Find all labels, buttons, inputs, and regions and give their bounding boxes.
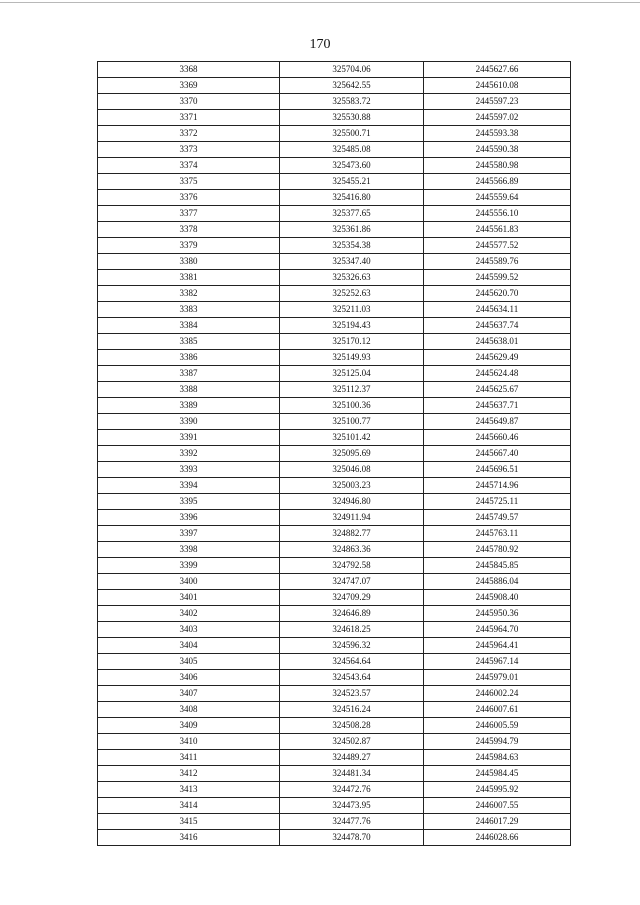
table-row bbox=[98, 190, 571, 206]
y-coordinate-cell: 2445561.83 bbox=[424, 222, 571, 238]
table-row bbox=[98, 446, 571, 462]
x-coordinate-cell: 324477.76 bbox=[280, 814, 424, 830]
table-row bbox=[98, 494, 571, 510]
x-coordinate-cell: 325100.36 bbox=[280, 398, 424, 414]
x-coordinate-cell: 324502.87 bbox=[280, 734, 424, 750]
point-number-cell: 3405 bbox=[98, 654, 280, 670]
table-row bbox=[98, 542, 571, 558]
point-number-cell: 3401 bbox=[98, 590, 280, 606]
table-row bbox=[98, 798, 571, 814]
x-coordinate-cell: 325473.60 bbox=[280, 158, 424, 174]
table-row bbox=[98, 286, 571, 302]
y-coordinate-cell: 2445780.92 bbox=[424, 542, 571, 558]
table-row bbox=[98, 414, 571, 430]
table-row bbox=[98, 238, 571, 254]
x-coordinate-cell: 325361.86 bbox=[280, 222, 424, 238]
x-coordinate-cell: 325252.63 bbox=[280, 286, 424, 302]
point-number-cell: 3383 bbox=[98, 302, 280, 318]
x-coordinate-cell: 324523.57 bbox=[280, 686, 424, 702]
x-coordinate-cell: 325101.42 bbox=[280, 430, 424, 446]
x-coordinate-cell: 325530.88 bbox=[280, 110, 424, 126]
point-number-cell: 3368 bbox=[98, 62, 280, 78]
table-row bbox=[98, 94, 571, 110]
x-coordinate-cell: 325416.80 bbox=[280, 190, 424, 206]
y-coordinate-cell: 2446007.61 bbox=[424, 702, 571, 718]
table-row bbox=[98, 814, 571, 830]
point-number-cell: 3381 bbox=[98, 270, 280, 286]
point-number-cell: 3411 bbox=[98, 750, 280, 766]
y-coordinate-cell: 2445634.11 bbox=[424, 302, 571, 318]
table-row bbox=[98, 718, 571, 734]
y-coordinate-cell: 2445637.71 bbox=[424, 398, 571, 414]
table-row bbox=[98, 686, 571, 702]
point-number-cell: 3372 bbox=[98, 126, 280, 142]
table-row bbox=[98, 558, 571, 574]
x-coordinate-cell: 324747.07 bbox=[280, 574, 424, 590]
y-coordinate-cell: 2445566.89 bbox=[424, 174, 571, 190]
point-number-cell: 3399 bbox=[98, 558, 280, 574]
point-number-cell: 3388 bbox=[98, 382, 280, 398]
point-number-cell: 3403 bbox=[98, 622, 280, 638]
x-coordinate-cell: 324596.32 bbox=[280, 638, 424, 654]
x-coordinate-cell: 324709.29 bbox=[280, 590, 424, 606]
y-coordinate-cell: 2445845.85 bbox=[424, 558, 571, 574]
point-number-cell: 3395 bbox=[98, 494, 280, 510]
point-number-cell: 3379 bbox=[98, 238, 280, 254]
x-coordinate-cell: 325194.43 bbox=[280, 318, 424, 334]
y-coordinate-cell: 2445637.74 bbox=[424, 318, 571, 334]
table-row bbox=[98, 782, 571, 798]
y-coordinate-cell: 2445967.14 bbox=[424, 654, 571, 670]
table-row bbox=[98, 606, 571, 622]
table-row bbox=[98, 574, 571, 590]
y-coordinate-cell: 2445638.01 bbox=[424, 334, 571, 350]
point-number-cell: 3415 bbox=[98, 814, 280, 830]
x-coordinate-cell: 324646.89 bbox=[280, 606, 424, 622]
point-number-cell: 3385 bbox=[98, 334, 280, 350]
x-coordinate-cell: 325642.55 bbox=[280, 78, 424, 94]
x-coordinate-cell: 325326.63 bbox=[280, 270, 424, 286]
y-coordinate-cell: 2445950.36 bbox=[424, 606, 571, 622]
table-row bbox=[98, 222, 571, 238]
x-coordinate-cell: 325100.77 bbox=[280, 414, 424, 430]
point-number-cell: 3396 bbox=[98, 510, 280, 526]
x-coordinate-cell: 325211.03 bbox=[280, 302, 424, 318]
x-coordinate-cell: 325112.37 bbox=[280, 382, 424, 398]
y-coordinate-cell: 2445580.98 bbox=[424, 158, 571, 174]
y-coordinate-cell: 2445649.87 bbox=[424, 414, 571, 430]
point-number-cell: 3406 bbox=[98, 670, 280, 686]
point-number-cell: 3407 bbox=[98, 686, 280, 702]
y-coordinate-cell: 2445629.49 bbox=[424, 350, 571, 366]
table-row bbox=[98, 142, 571, 158]
y-coordinate-cell: 2445589.76 bbox=[424, 254, 571, 270]
table-row bbox=[98, 110, 571, 126]
y-coordinate-cell: 2445610.08 bbox=[424, 78, 571, 94]
x-coordinate-cell: 325354.38 bbox=[280, 238, 424, 254]
x-coordinate-cell: 324508.28 bbox=[280, 718, 424, 734]
table-row bbox=[98, 638, 571, 654]
point-number-cell: 3408 bbox=[98, 702, 280, 718]
y-coordinate-cell: 2446017.29 bbox=[424, 814, 571, 830]
x-coordinate-cell: 324472.76 bbox=[280, 782, 424, 798]
table-row bbox=[98, 670, 571, 686]
table-row bbox=[98, 590, 571, 606]
y-coordinate-cell: 2445556.10 bbox=[424, 206, 571, 222]
x-coordinate-cell: 325704.06 bbox=[280, 62, 424, 78]
x-coordinate-cell: 324911.94 bbox=[280, 510, 424, 526]
table-row bbox=[98, 734, 571, 750]
x-coordinate-cell: 324564.64 bbox=[280, 654, 424, 670]
y-coordinate-cell: 2445964.70 bbox=[424, 622, 571, 638]
y-coordinate-cell: 2445886.04 bbox=[424, 574, 571, 590]
x-coordinate-cell: 325149.93 bbox=[280, 350, 424, 366]
point-number-cell: 3371 bbox=[98, 110, 280, 126]
y-coordinate-cell: 2445714.96 bbox=[424, 478, 571, 494]
y-coordinate-cell: 2446005.59 bbox=[424, 718, 571, 734]
y-coordinate-cell: 2446028.66 bbox=[424, 830, 571, 846]
y-coordinate-cell: 2445979.01 bbox=[424, 670, 571, 686]
y-coordinate-cell: 2445597.02 bbox=[424, 110, 571, 126]
y-coordinate-cell: 2445763.11 bbox=[424, 526, 571, 542]
x-coordinate-cell: 325485.08 bbox=[280, 142, 424, 158]
y-coordinate-cell: 2445667.40 bbox=[424, 446, 571, 462]
table-row bbox=[98, 398, 571, 414]
y-coordinate-cell: 2445577.52 bbox=[424, 238, 571, 254]
x-coordinate-cell: 325003.23 bbox=[280, 478, 424, 494]
x-coordinate-cell: 325095.69 bbox=[280, 446, 424, 462]
point-number-cell: 3376 bbox=[98, 190, 280, 206]
y-coordinate-cell: 2445984.63 bbox=[424, 750, 571, 766]
point-number-cell: 3410 bbox=[98, 734, 280, 750]
coordinate-table-body bbox=[98, 62, 571, 846]
x-coordinate-cell: 324543.64 bbox=[280, 670, 424, 686]
point-number-cell: 3397 bbox=[98, 526, 280, 542]
x-coordinate-cell: 324863.36 bbox=[280, 542, 424, 558]
table-row bbox=[98, 478, 571, 494]
point-number-cell: 3389 bbox=[98, 398, 280, 414]
y-coordinate-cell: 2445749.57 bbox=[424, 510, 571, 526]
table-row bbox=[98, 302, 571, 318]
x-coordinate-cell: 324473.95 bbox=[280, 798, 424, 814]
point-number-cell: 3391 bbox=[98, 430, 280, 446]
table-row bbox=[98, 254, 571, 270]
point-number-cell: 3394 bbox=[98, 478, 280, 494]
x-coordinate-cell: 325377.65 bbox=[280, 206, 424, 222]
table-row bbox=[98, 334, 571, 350]
y-coordinate-cell: 2445624.48 bbox=[424, 366, 571, 382]
point-number-cell: 3380 bbox=[98, 254, 280, 270]
x-coordinate-cell: 324481.34 bbox=[280, 766, 424, 782]
table-row bbox=[98, 62, 571, 78]
point-number-cell: 3387 bbox=[98, 366, 280, 382]
x-coordinate-cell: 324882.77 bbox=[280, 526, 424, 542]
point-number-cell: 3400 bbox=[98, 574, 280, 590]
point-number-cell: 3409 bbox=[98, 718, 280, 734]
table-row bbox=[98, 350, 571, 366]
table-row bbox=[98, 654, 571, 670]
table-row bbox=[98, 174, 571, 190]
point-number-cell: 3398 bbox=[98, 542, 280, 558]
point-number-cell: 3393 bbox=[98, 462, 280, 478]
point-number-cell: 3413 bbox=[98, 782, 280, 798]
point-number-cell: 3414 bbox=[98, 798, 280, 814]
point-number-cell: 3375 bbox=[98, 174, 280, 190]
y-coordinate-cell: 2446007.55 bbox=[424, 798, 571, 814]
point-number-cell: 3402 bbox=[98, 606, 280, 622]
y-coordinate-cell: 2445597.23 bbox=[424, 94, 571, 110]
table-row bbox=[98, 382, 571, 398]
table-row bbox=[98, 158, 571, 174]
x-coordinate-cell: 324489.27 bbox=[280, 750, 424, 766]
point-number-cell: 3377 bbox=[98, 206, 280, 222]
point-number-cell: 3384 bbox=[98, 318, 280, 334]
y-coordinate-cell: 2445696.51 bbox=[424, 462, 571, 478]
x-coordinate-cell: 325583.72 bbox=[280, 94, 424, 110]
point-number-cell: 3369 bbox=[98, 78, 280, 94]
table-row bbox=[98, 622, 571, 638]
table-row bbox=[98, 366, 571, 382]
x-coordinate-cell: 325125.04 bbox=[280, 366, 424, 382]
y-coordinate-cell: 2446002.24 bbox=[424, 686, 571, 702]
table-row bbox=[98, 766, 571, 782]
x-coordinate-cell: 324792.58 bbox=[280, 558, 424, 574]
x-coordinate-cell: 325170.12 bbox=[280, 334, 424, 350]
y-coordinate-cell: 2445599.52 bbox=[424, 270, 571, 286]
table-row bbox=[98, 702, 571, 718]
point-number-cell: 3374 bbox=[98, 158, 280, 174]
point-number-cell: 3404 bbox=[98, 638, 280, 654]
y-coordinate-cell: 2445625.67 bbox=[424, 382, 571, 398]
table-row bbox=[98, 830, 571, 846]
table-row bbox=[98, 270, 571, 286]
table-row bbox=[98, 318, 571, 334]
y-coordinate-cell: 2445620.70 bbox=[424, 286, 571, 302]
point-number-cell: 3412 bbox=[98, 766, 280, 782]
coordinate-table bbox=[97, 61, 571, 846]
point-number-cell: 3373 bbox=[98, 142, 280, 158]
y-coordinate-cell: 2445908.40 bbox=[424, 590, 571, 606]
y-coordinate-cell: 2445725.11 bbox=[424, 494, 571, 510]
y-coordinate-cell: 2445590.38 bbox=[424, 142, 571, 158]
table-row bbox=[98, 430, 571, 446]
y-coordinate-cell: 2445593.38 bbox=[424, 126, 571, 142]
point-number-cell: 3378 bbox=[98, 222, 280, 238]
table-row bbox=[98, 526, 571, 542]
top-edge-rule bbox=[0, 2, 640, 3]
x-coordinate-cell: 324618.25 bbox=[280, 622, 424, 638]
table-row bbox=[98, 206, 571, 222]
x-coordinate-cell: 324516.24 bbox=[280, 702, 424, 718]
x-coordinate-cell: 325455.21 bbox=[280, 174, 424, 190]
table-row bbox=[98, 750, 571, 766]
point-number-cell: 3390 bbox=[98, 414, 280, 430]
y-coordinate-cell: 2445964.41 bbox=[424, 638, 571, 654]
table-row bbox=[98, 78, 571, 94]
point-number-cell: 3416 bbox=[98, 830, 280, 846]
y-coordinate-cell: 2445559.64 bbox=[424, 190, 571, 206]
x-coordinate-cell: 325500.71 bbox=[280, 126, 424, 142]
x-coordinate-cell: 325347.40 bbox=[280, 254, 424, 270]
y-coordinate-cell: 2445984.45 bbox=[424, 766, 571, 782]
table-row bbox=[98, 462, 571, 478]
x-coordinate-cell: 324946.80 bbox=[280, 494, 424, 510]
point-number-cell: 3392 bbox=[98, 446, 280, 462]
table-row bbox=[98, 510, 571, 526]
y-coordinate-cell: 2445627.66 bbox=[424, 62, 571, 78]
page-number: 170 bbox=[309, 37, 331, 52]
point-number-cell: 3382 bbox=[98, 286, 280, 302]
point-number-cell: 3370 bbox=[98, 94, 280, 110]
x-coordinate-cell: 325046.08 bbox=[280, 462, 424, 478]
y-coordinate-cell: 2445995.92 bbox=[424, 782, 571, 798]
y-coordinate-cell: 2445994.79 bbox=[424, 734, 571, 750]
y-coordinate-cell: 2445660.46 bbox=[424, 430, 571, 446]
point-number-cell: 3386 bbox=[98, 350, 280, 366]
table-row bbox=[98, 126, 571, 142]
x-coordinate-cell: 324478.70 bbox=[280, 830, 424, 846]
